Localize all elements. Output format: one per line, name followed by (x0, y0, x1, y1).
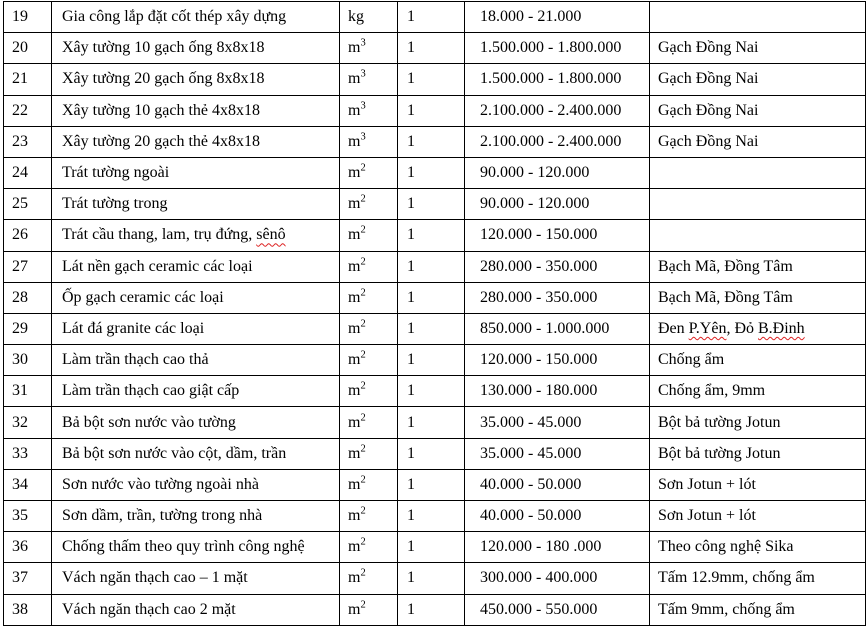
table-row (4, 313, 866, 344)
description-cell: Làm trần thạch cao thả (52, 345, 340, 376)
price-cell: 2.100.000 - 2.400.000 (465, 95, 650, 126)
table-row (4, 438, 866, 469)
quantity-cell: 1 (398, 126, 465, 157)
row-number-cell: 21 (4, 64, 52, 95)
unit-cell: kg (340, 2, 398, 33)
unit-cell: $m^2$ (340, 438, 398, 469)
row-number-cell: 26 (4, 220, 52, 251)
price-cell: 120.000 - 150.000 (465, 220, 650, 251)
row-number-cell: 24 (4, 157, 52, 188)
table-row (4, 594, 866, 625)
price-cell: 1.500.000 - 1.800.000 (465, 33, 650, 64)
price-cell: 2.100.000 - 2.400.000 (465, 126, 650, 157)
description-cell: Xây tường 10 gạch thẻ 4x8x18 (52, 95, 340, 126)
table-row (4, 345, 866, 376)
row-number-cell: 20 (4, 33, 52, 64)
description-cell: Gia công lắp đặt cốt thép xây dựng (52, 2, 340, 33)
description-cell: Lát nền gạch ceramic các loại (52, 251, 340, 282)
note-cell: Theo công nghệ Sika (650, 532, 866, 563)
note-cell (650, 157, 866, 188)
table-row (4, 157, 866, 188)
row-number-cell: 28 (4, 282, 52, 313)
quantity-cell: 1 (398, 594, 465, 625)
unit-cell: $m^2$ (340, 220, 398, 251)
quantity-cell: 1 (398, 501, 465, 532)
unit-exponent: 2 (360, 162, 366, 174)
table-row (4, 469, 866, 500)
misspelled-word: B.Đinh (758, 319, 805, 337)
unit-exponent: 2 (360, 287, 366, 299)
description-cell: Trát cầu thang, lam, trụ đứng, sênô (52, 220, 340, 251)
unit-exponent: 2 (360, 412, 366, 424)
description-cell: Sơn dầm, trần, tường trong nhà (52, 501, 340, 532)
quantity-cell: 1 (398, 157, 465, 188)
unit-cell: $m^2$ (340, 376, 398, 407)
table-row (4, 376, 866, 407)
quantity-cell: 1 (398, 313, 465, 344)
quantity-cell: 1 (398, 2, 465, 33)
quantity-cell: 1 (398, 95, 465, 126)
unit-cell: $m^2$ (340, 345, 398, 376)
unit-exponent: 3 (360, 37, 366, 49)
row-number-cell: 22 (4, 95, 52, 126)
table-row (4, 407, 866, 438)
price-cell: 450.000 - 550.000 (465, 594, 650, 625)
row-number-cell: 30 (4, 345, 52, 376)
unit-exponent: 2 (360, 443, 366, 455)
quantity-cell: 1 (398, 532, 465, 563)
unit-cell: $m^2$ (340, 594, 398, 625)
row-number-cell: 19 (4, 2, 52, 33)
table-row (4, 532, 866, 563)
quantity-cell: 1 (398, 64, 465, 95)
unit-cell: $m^2$ (340, 469, 398, 500)
table-row (4, 126, 866, 157)
unit-exponent: 2 (360, 505, 366, 517)
unit-exponent: 2 (360, 349, 366, 361)
price-cell: 280.000 - 350.000 (465, 282, 650, 313)
unit-cell: $m^2$ (340, 251, 398, 282)
unit-cell: $m^3$ (340, 64, 398, 95)
table-row (4, 282, 866, 313)
table-row (4, 33, 866, 64)
price-cell: 90.000 - 120.000 (465, 157, 650, 188)
row-number-cell: 25 (4, 189, 52, 220)
note-cell: Chống ẩm (650, 345, 866, 376)
note-cell: Tấm 12.9mm, chống ẩm (650, 563, 866, 594)
table-row (4, 95, 866, 126)
quantity-cell: 1 (398, 376, 465, 407)
note-cell: Đen P.Yên, Đỏ B.Đinh (650, 313, 866, 344)
description-cell: Xây tường 20 gạch thẻ 4x8x18 (52, 126, 340, 157)
row-number-cell: 31 (4, 376, 52, 407)
description-cell: Xây tường 10 gạch ống 8x8x18 (52, 33, 340, 64)
row-number-cell: 23 (4, 126, 52, 157)
unit-cell: $m^2$ (340, 282, 398, 313)
description-cell: Trát tường ngoài (52, 157, 340, 188)
pricing-table (3, 1, 866, 626)
table-row (4, 189, 866, 220)
price-cell: 280.000 - 350.000 (465, 251, 650, 282)
description-cell: Xây tường 20 gạch ống 8x8x18 (52, 64, 340, 95)
quantity-cell: 1 (398, 469, 465, 500)
unit-cell: $m^2$ (340, 407, 398, 438)
price-cell: 35.000 - 45.000 (465, 407, 650, 438)
quantity-cell: 1 (398, 220, 465, 251)
description-cell: Bả bột sơn nước vào tường (52, 407, 340, 438)
table-row (4, 64, 866, 95)
unit-cell: $m^2$ (340, 189, 398, 220)
unit-exponent: 3 (360, 131, 366, 143)
price-cell: 35.000 - 45.000 (465, 438, 650, 469)
misspelled-word: P.Yên (688, 319, 727, 337)
note-cell: Gạch Đồng Nai (650, 126, 866, 157)
description-cell: Sơn nước vào tường ngoài nhà (52, 469, 340, 500)
unit-exponent: 2 (360, 568, 366, 580)
quantity-cell: 1 (398, 407, 465, 438)
note-cell: Gạch Đồng Nai (650, 33, 866, 64)
price-cell: 120.000 - 180 .000 (465, 532, 650, 563)
price-cell: 300.000 - 400.000 (465, 563, 650, 594)
unit-exponent: 2 (360, 381, 366, 393)
row-number-cell: 34 (4, 469, 52, 500)
row-number-cell: 27 (4, 251, 52, 282)
row-number-cell: 37 (4, 563, 52, 594)
unit-exponent: 2 (360, 225, 366, 237)
quantity-cell: 1 (398, 251, 465, 282)
quantity-cell: 1 (398, 189, 465, 220)
description-cell: Làm trần thạch cao giật cấp (52, 376, 340, 407)
unit-exponent: 3 (360, 100, 366, 112)
unit-cell: $m^3$ (340, 126, 398, 157)
unit-exponent: 2 (360, 599, 366, 611)
price-cell: 1.500.000 - 1.800.000 (465, 64, 650, 95)
price-cell: 130.000 - 180.000 (465, 376, 650, 407)
note-cell (650, 189, 866, 220)
row-number-cell: 33 (4, 438, 52, 469)
note-cell: Sơn Jotun + lót (650, 501, 866, 532)
unit-cell: $m^3$ (340, 33, 398, 64)
price-table-body (4, 2, 866, 626)
table-row (4, 2, 866, 33)
note-cell (650, 2, 866, 33)
table-row (4, 501, 866, 532)
note-cell: Bột bả tường Jotun (650, 407, 866, 438)
row-number-cell: 35 (4, 501, 52, 532)
description-cell: Lát đá granite các loại (52, 313, 340, 344)
unit-cell: $m^2$ (340, 532, 398, 563)
note-cell: Bạch Mã, Đồng Tâm (650, 251, 866, 282)
note-cell: Gạch Đồng Nai (650, 64, 866, 95)
table-row (4, 563, 866, 594)
row-number-cell: 36 (4, 532, 52, 563)
quantity-cell: 1 (398, 345, 465, 376)
description-cell: Vách ngăn thạch cao 2 mặt (52, 594, 340, 625)
row-number-cell: 38 (4, 594, 52, 625)
price-cell: 850.000 - 1.000.000 (465, 313, 650, 344)
unit-cell: $m^2$ (340, 157, 398, 188)
unit-cell: $m^2$ (340, 313, 398, 344)
price-cell: 120.000 - 150.000 (465, 345, 650, 376)
price-cell: 40.000 - 50.000 (465, 469, 650, 500)
row-number-cell: 29 (4, 313, 52, 344)
quantity-cell: 1 (398, 438, 465, 469)
table-row (4, 220, 866, 251)
unit-cell: $m^2$ (340, 563, 398, 594)
description-cell: Vách ngăn thạch cao – 1 mặt (52, 563, 340, 594)
unit-exponent: 2 (360, 193, 366, 205)
price-cell: 18.000 - 21.000 (465, 2, 650, 33)
quantity-cell: 1 (398, 282, 465, 313)
unit-cell: $m^3$ (340, 95, 398, 126)
row-number-cell: 32 (4, 407, 52, 438)
misspelled-word: sênô (256, 226, 286, 244)
unit-exponent: 2 (360, 474, 366, 486)
note-cell: Chống ẩm, 9mm (650, 376, 866, 407)
description-cell: Chống thấm theo quy trình công nghệ (52, 532, 340, 563)
unit-exponent: 3 (360, 69, 366, 81)
note-cell: Bạch Mã, Đồng Tâm (650, 282, 866, 313)
description-cell: Trát tường trong (52, 189, 340, 220)
table-row (4, 251, 866, 282)
price-cell: 90.000 - 120.000 (465, 189, 650, 220)
note-cell: Bột bả tường Jotun (650, 438, 866, 469)
quantity-cell: 1 (398, 563, 465, 594)
description-cell: Bả bột sơn nước vào cột, dầm, trần (52, 438, 340, 469)
quantity-cell: 1 (398, 33, 465, 64)
unit-exponent: 2 (360, 256, 366, 268)
unit-exponent: 2 (360, 536, 366, 548)
note-cell (650, 220, 866, 251)
note-cell: Gạch Đồng Nai (650, 95, 866, 126)
unit-cell: $m^2$ (340, 501, 398, 532)
note-cell: Tấm 9mm, chống ẩm (650, 594, 866, 625)
unit-exponent: 2 (360, 318, 366, 330)
note-cell: Sơn Jotun + lót (650, 469, 866, 500)
description-cell: Ốp gạch ceramic các loại (52, 282, 340, 313)
price-cell: 40.000 - 50.000 (465, 501, 650, 532)
